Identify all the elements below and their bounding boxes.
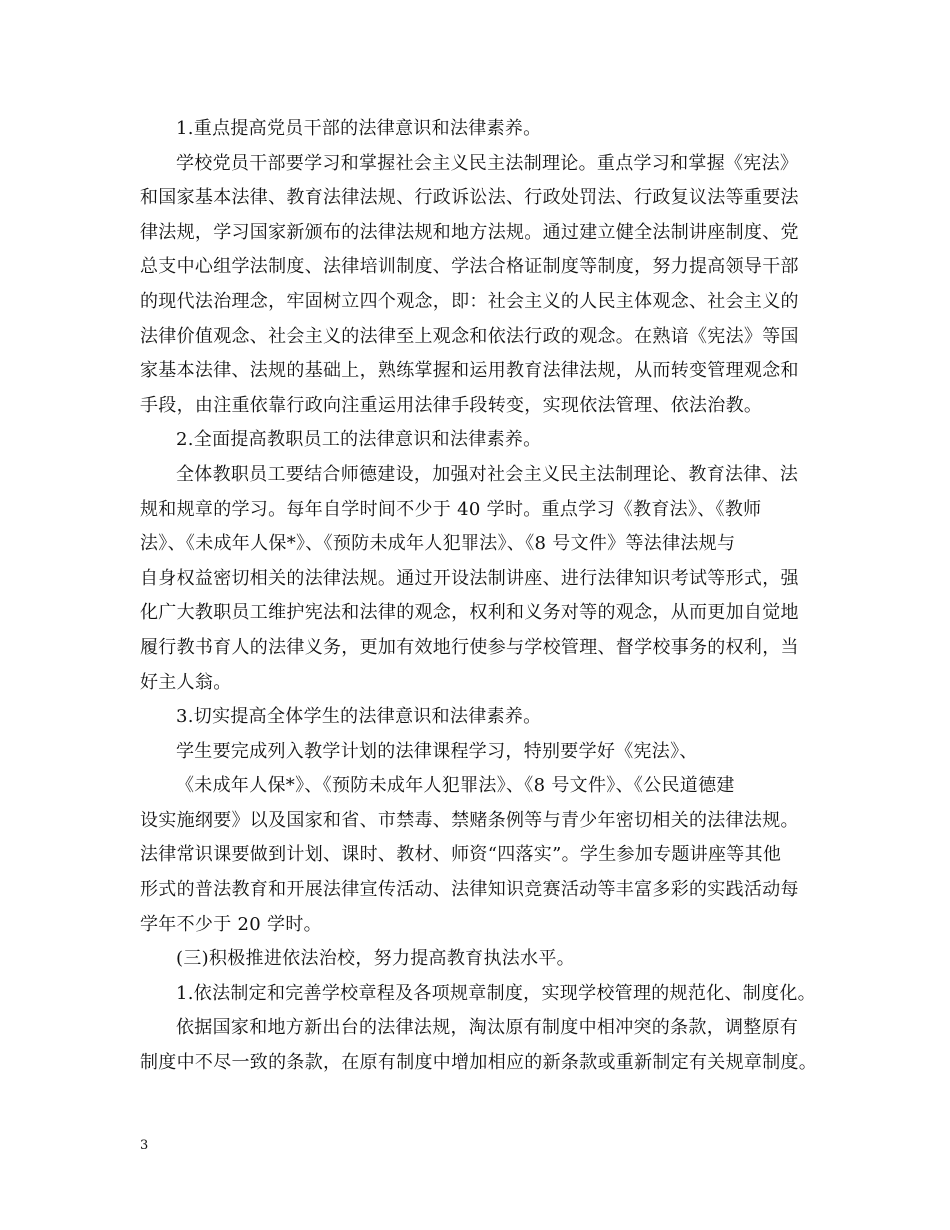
text-line: 家基本法律、法规的基础上，熟练掌握和运用教育法律法规，从而转变管理观念和 [140, 360, 799, 382]
text-line: 自身权益密切相关的法律法规。通过开设法制讲座、进行法律知识考试等形式，强 [140, 567, 799, 589]
text-line: 法律常识课要做到计划、课时、教材、师资“四落实”。学生参加专题讲座等其他 [140, 844, 782, 866]
text-line: 总支中心组学法制度、法律培训制度、学法合格证制度等制度，努力提高领导干部 [140, 256, 799, 278]
text-line: 律法规，学习国家新颁布的法律法规和地方法规。通过建立健全法制讲座制度、党 [140, 221, 799, 243]
text-line: 制度中不尽一致的条款，在原有制度中增加相应的新条款或重新制定有关规章制度。 [140, 1052, 818, 1074]
text-line: 形式的普法教育和开展法律宣传活动、法律知识竞赛活动等丰富多彩的实践活动每 [140, 879, 799, 901]
text-line: 1.依法制定和完善学校章程及各项规章制度，实现学校管理的规范化、制度化。 [176, 982, 816, 1004]
text-line: 学生要完成列入教学计划的法律课程学习，特别要学好《宪法》、 [176, 740, 698, 762]
text-line: 《未成年人保*》、《预防未成年人犯罪法》、《8 号文件》、《公民道德建 [176, 775, 735, 797]
text-line: 和国家基本法律、教育法律法规、行政诉讼法、行政处罚法、行政复议法等重要法 [140, 187, 799, 209]
text-line: 法》、《未成年人保*》、《预防未成年人犯罪法》、《8 号文件》等法律法规与 [140, 533, 736, 555]
text-line: 学年不少于 20 学时。 [140, 913, 322, 935]
text-line: 设实施纲要》以及国家和省、市禁毒、禁赌条例等与青少年密切相关的法律法规。 [140, 809, 799, 831]
text-line: 学校党员干部要学习和掌握社会主义民主法制理论。重点学习和掌握《宪法》 [176, 152, 799, 174]
text-line: 全体教职员工要结合师德建设，加强对社会主义民主法制理论、教育法律、法 [176, 463, 799, 485]
text-line: 法律价值观念、社会主义的法律至上观念和依法行政的观念。在熟谙《宪法》等国 [140, 325, 799, 347]
text-line: 1.重点提高党员干部的法律意识和法律素养。 [176, 118, 542, 139]
text-line: 2.全面提高教职员工的法律意识和法律素养。 [176, 429, 542, 451]
text-line: 履行教书育人的法律义务，更加有效地行使参与学校管理、督学校事务的权利，当 [140, 636, 799, 658]
text-line: 化广大教职员工维护宪法和法律的观念，权利和义务对等的观念，从而更加自觉地 [140, 602, 799, 624]
text-line: 的现代法治理念，牢固树立四个观念，即：社会主义的人民主体观念、社会主义的 [140, 290, 799, 312]
text-line: 3.切实提高全体学生的法律意识和法律素养。 [176, 706, 542, 728]
text-line: 规和规章的学习。每年自学时间不少于 40 学时。重点学习《教育法》、《教师 [140, 498, 762, 520]
text-line: 好主人翁。 [140, 671, 232, 693]
document-body [140, 112, 830, 1081]
text-line: (三)积极推进依法治校，努力提高教育执法水平。 [176, 948, 575, 970]
page-number: 3 [140, 1138, 149, 1153]
text-line: 手段，由注重依靠行政向注重运用法律手段转变，实现依法管理、依法治教。 [140, 394, 763, 416]
text-line: 依据国家和地方新出台的法律法规，淘汰原有制度中相冲突的条款，调整原有 [176, 1017, 799, 1039]
